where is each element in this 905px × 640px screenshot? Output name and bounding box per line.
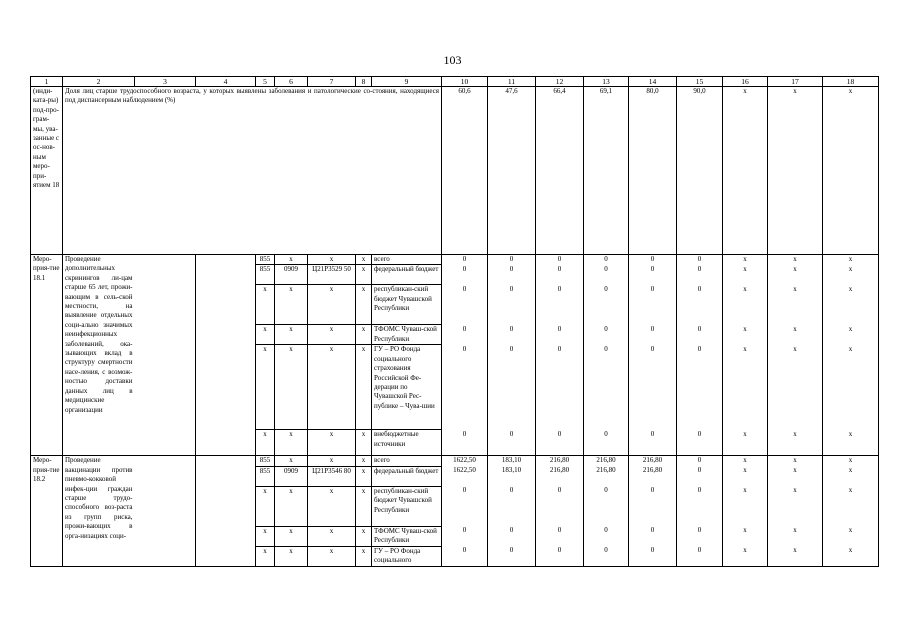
header-cell: 1 <box>31 77 63 87</box>
csr-cell: x <box>308 285 356 325</box>
measure-label: Меро-прия-тие 18.1 <box>31 255 63 456</box>
year-value: 0 <box>677 466 723 486</box>
responsible-cell <box>135 456 196 566</box>
vr-cell: x <box>356 285 372 325</box>
year-value: 0 <box>442 255 488 265</box>
rzpr-cell: x <box>275 546 308 566</box>
year-value: 0 <box>488 285 536 325</box>
rzpr-cell: x <box>275 430 308 456</box>
year-value: 0 <box>442 526 488 546</box>
funding-source: всего <box>372 255 442 265</box>
grbs-cell: 855 <box>256 265 275 285</box>
year-value: 0 <box>442 265 488 285</box>
measure-name: Проведение дополнительных скринингов ли-цам старше 65 лет, прожи-вающим в сель-ской местности, на выявление отдельных соци-ально значимых неинфекционных заболеваний, ока-зывающих вклад в структуру смертности насе-ления, с возмож-ностью доставки данных лиц в медицинские организации <box>63 255 135 456</box>
year-value: 0 <box>442 546 488 566</box>
indicator-value: 90,0 <box>677 87 723 255</box>
year-value: 216,80 <box>536 466 584 486</box>
grbs-cell: x <box>256 430 275 456</box>
year-value: x <box>768 546 823 566</box>
year-value: 0 <box>629 546 677 566</box>
year-value: 183,10 <box>488 466 536 486</box>
year-value: 0 <box>677 546 723 566</box>
grbs-cell: x <box>256 546 275 566</box>
indicator-value: x <box>823 87 879 255</box>
year-value: x <box>723 345 768 430</box>
grbs-cell: 855 <box>256 466 275 486</box>
year-value: x <box>768 265 823 285</box>
csr-cell: x <box>308 430 356 456</box>
year-value: 0 <box>584 345 629 430</box>
indicator-value: 80,0 <box>629 87 677 255</box>
header-cell: 3 <box>135 77 196 87</box>
measure-label: Меро-прия-тие 18.2 <box>31 456 63 566</box>
year-value: 0 <box>629 265 677 285</box>
csr-cell: x <box>308 255 356 265</box>
year-value: x <box>723 466 768 486</box>
year-value: 0 <box>584 325 629 345</box>
year-value: 0 <box>488 345 536 430</box>
csr-cell: x <box>308 486 356 526</box>
year-value: x <box>823 285 879 325</box>
grbs-cell: 855 <box>256 456 275 466</box>
csr-cell: Ц21Р3546 80 <box>308 466 356 486</box>
header-cell: 12 <box>536 77 584 87</box>
indicator-value: x <box>768 87 823 255</box>
year-value: x <box>723 546 768 566</box>
year-value: x <box>723 325 768 345</box>
vr-cell: x <box>356 546 372 566</box>
vr-cell: x <box>356 430 372 456</box>
year-value: 216,80 <box>584 456 629 466</box>
rzpr-cell: x <box>275 285 308 325</box>
year-value: 0 <box>488 486 536 526</box>
year-value: x <box>823 526 879 546</box>
funding-source: внебюджетные источники <box>372 430 442 456</box>
year-value: x <box>823 430 879 456</box>
year-value: x <box>768 486 823 526</box>
year-value: 216,80 <box>629 456 677 466</box>
year-value: x <box>823 456 879 466</box>
indicator-value: x <box>723 87 768 255</box>
year-value: 0 <box>677 456 723 466</box>
year-value: x <box>723 285 768 325</box>
year-value: x <box>768 325 823 345</box>
indicator-label: (инди-ката-ры) под-про-грам-мы, ува-занные с ос-нов-ным меро-при-ятием 18 <box>31 87 63 255</box>
funding-source: федеральный бюджет <box>372 265 442 285</box>
budget-table <box>30 76 879 567</box>
header-cell: 9 <box>372 77 442 87</box>
year-value: x <box>723 456 768 466</box>
year-value: x <box>723 526 768 546</box>
csr-cell: x <box>308 526 356 546</box>
year-value: 0 <box>442 486 488 526</box>
year-value: 0 <box>488 546 536 566</box>
funding-source: ГУ – РО Фонда социального страхования Российской Фе-дерации по Чувашской Рес-публике – Чува-шии <box>372 345 442 430</box>
grbs-cell: x <box>256 486 275 526</box>
participants-cell <box>196 255 256 456</box>
year-value: 0 <box>677 486 723 526</box>
year-value: 0 <box>584 285 629 325</box>
funding-source: республикан-ский бюджет Чувашской Республики <box>372 285 442 325</box>
year-value: x <box>823 345 879 430</box>
rzpr-cell: x <box>275 526 308 546</box>
header-cell: 5 <box>256 77 275 87</box>
header-cell: 14 <box>629 77 677 87</box>
year-value: 216,80 <box>584 466 629 486</box>
year-value: 0 <box>677 526 723 546</box>
funding-source: ТФОМС Чуваш-ской Республики <box>372 526 442 546</box>
vr-cell: x <box>356 265 372 285</box>
indicator-row <box>31 87 879 255</box>
year-value: 0 <box>536 325 584 345</box>
year-value: x <box>723 430 768 456</box>
year-value: x <box>823 255 879 265</box>
indicator-value: 47,6 <box>488 87 536 255</box>
rzpr-cell: 0909 <box>275 466 308 486</box>
funding-source: республикан-ский бюджет Чувашской Республики <box>372 486 442 526</box>
header-cell: 10 <box>442 77 488 87</box>
year-value: x <box>768 345 823 430</box>
year-value: 0 <box>677 285 723 325</box>
header-cell: 11 <box>488 77 536 87</box>
year-value: 0 <box>629 345 677 430</box>
year-value: 0 <box>677 255 723 265</box>
header-cell: 7 <box>308 77 356 87</box>
year-value: 0 <box>488 526 536 546</box>
year-value: 0 <box>442 345 488 430</box>
year-value: 216,80 <box>536 456 584 466</box>
vr-cell: x <box>356 466 372 486</box>
year-value: 0 <box>584 430 629 456</box>
vr-cell: x <box>356 456 372 466</box>
grbs-cell: 855 <box>256 255 275 265</box>
rzpr-cell: x <box>275 486 308 526</box>
year-value: x <box>723 255 768 265</box>
year-value: 0 <box>629 430 677 456</box>
year-value: 0 <box>584 255 629 265</box>
funding-source: ГУ – РО Фонда социального <box>372 546 442 566</box>
year-value: 0 <box>536 486 584 526</box>
indicator-value: 69,1 <box>584 87 629 255</box>
year-value: 0 <box>536 546 584 566</box>
year-value: 0 <box>536 526 584 546</box>
header-cell: 15 <box>677 77 723 87</box>
year-value: 0 <box>584 486 629 526</box>
csr-cell: Ц21Р3529 50 <box>308 265 356 285</box>
indicator-value: 66,4 <box>536 87 584 255</box>
year-value: x <box>823 466 879 486</box>
indicator-text: Доля лиц старше трудоспособного возраста, у которых выявлены заболевания и патологические со-стояния, находящиеся под диспансерным наблюдением (%) <box>63 87 442 255</box>
year-value: x <box>768 466 823 486</box>
year-value: 216,80 <box>629 466 677 486</box>
year-value: 0 <box>584 526 629 546</box>
page-number: 103 <box>443 53 462 67</box>
vr-cell: x <box>356 526 372 546</box>
year-value: 0 <box>677 345 723 430</box>
rzpr-cell: x <box>275 345 308 430</box>
year-value: 0 <box>629 285 677 325</box>
grbs-cell: x <box>256 526 275 546</box>
header-cell: 2 <box>63 77 135 87</box>
year-value: x <box>768 255 823 265</box>
year-value: x <box>823 265 879 285</box>
year-value: 0 <box>488 430 536 456</box>
year-value: 0 <box>442 325 488 345</box>
year-value: x <box>823 546 879 566</box>
grbs-cell: x <box>256 325 275 345</box>
csr-cell: x <box>308 345 356 430</box>
participants-cell <box>196 456 256 566</box>
header-cell: 18 <box>823 77 879 87</box>
header-cell: 17 <box>768 77 823 87</box>
funding-source: ТФОМС Чуваш-ской Республики <box>372 325 442 345</box>
year-value: 0 <box>629 325 677 345</box>
year-value: x <box>768 430 823 456</box>
csr-cell: x <box>308 325 356 345</box>
year-value: 0 <box>536 255 584 265</box>
vr-cell: x <box>356 486 372 526</box>
year-value: 0 <box>488 255 536 265</box>
year-value: 0 <box>677 265 723 285</box>
vr-cell: x <box>356 345 372 430</box>
year-value: x <box>768 285 823 325</box>
year-value: 0 <box>677 325 723 345</box>
header-cell: 6 <box>275 77 308 87</box>
header-cell: 8 <box>356 77 372 87</box>
year-value: x <box>823 486 879 526</box>
year-value: x <box>723 486 768 526</box>
year-value: x <box>768 526 823 546</box>
year-value: 0 <box>629 255 677 265</box>
measure-name: Проведение вакцинации против пневмо-кокковой инфек-ции граждан старше трудо-способного воз-раста из групп риска, прожи-вающих в орга-низациях соци- <box>63 456 135 566</box>
year-value: 0 <box>442 430 488 456</box>
csr-cell: x <box>308 456 356 466</box>
year-value: 0 <box>488 265 536 285</box>
year-value: 0 <box>536 345 584 430</box>
funding-source: всего <box>372 456 442 466</box>
year-value: 0 <box>442 285 488 325</box>
vr-cell: x <box>356 325 372 345</box>
year-value: 0 <box>536 285 584 325</box>
csr-cell: x <box>308 546 356 566</box>
year-value: 1622,50 <box>442 466 488 486</box>
responsible-cell <box>135 255 196 456</box>
indicator-value: 60,6 <box>442 87 488 255</box>
funding-source: федеральный бюджет <box>372 466 442 486</box>
year-value: 0 <box>488 325 536 345</box>
header-cell: 13 <box>584 77 629 87</box>
header-cell: 4 <box>196 77 256 87</box>
year-value: 0 <box>629 486 677 526</box>
year-value: x <box>723 265 768 285</box>
year-value: 1622,50 <box>442 456 488 466</box>
rzpr-cell: 0909 <box>275 265 308 285</box>
rzpr-cell: x <box>275 456 308 466</box>
year-value: 183,10 <box>488 456 536 466</box>
grbs-cell: x <box>256 345 275 430</box>
year-value: 0 <box>629 526 677 546</box>
year-value: 0 <box>677 430 723 456</box>
vr-cell: x <box>356 255 372 265</box>
year-value: x <box>768 456 823 466</box>
rzpr-cell: x <box>275 255 308 265</box>
year-value: 0 <box>536 265 584 285</box>
header-row <box>31 77 879 87</box>
table-row <box>31 456 879 466</box>
table-row <box>31 255 879 265</box>
grbs-cell: x <box>256 285 275 325</box>
header-cell: 16 <box>723 77 768 87</box>
rzpr-cell: x <box>275 325 308 345</box>
year-value: x <box>823 325 879 345</box>
year-value: 0 <box>584 546 629 566</box>
year-value: 0 <box>536 430 584 456</box>
year-value: 0 <box>584 265 629 285</box>
